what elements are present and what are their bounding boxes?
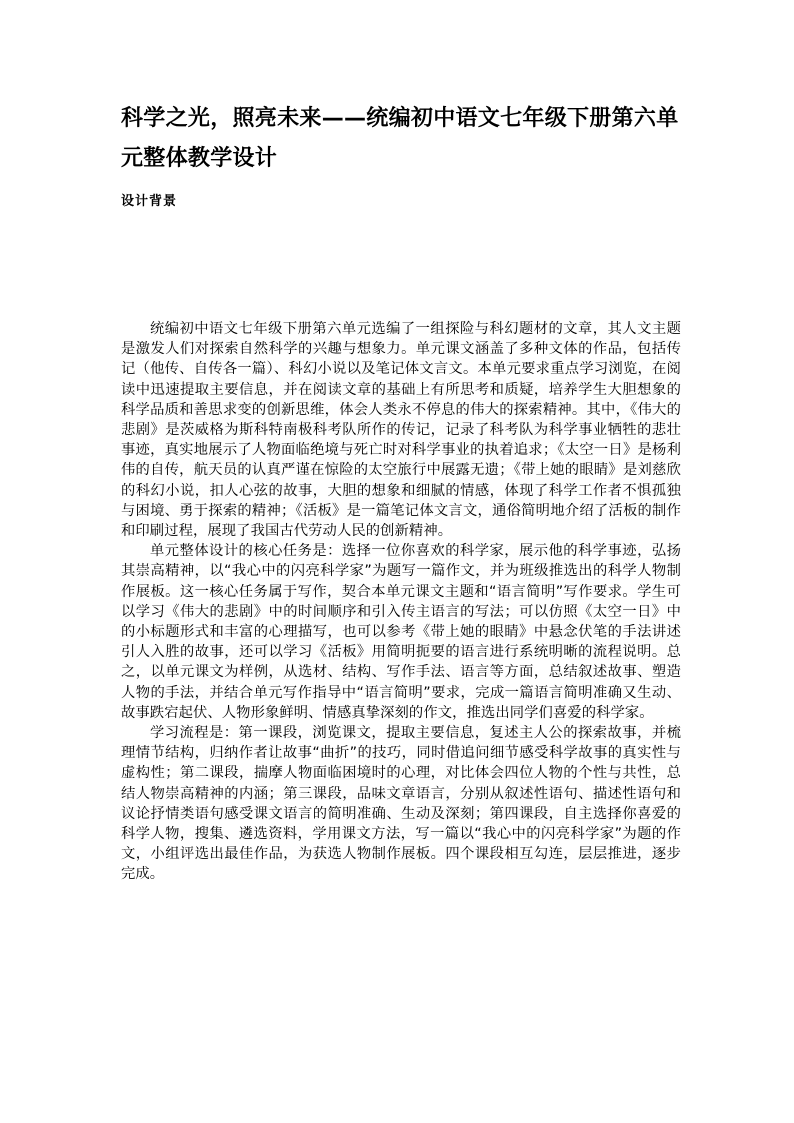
document-title: 科学之光，照亮未来——统编初中语文七年级下册第六单元整体教学设计 [121, 106, 679, 171]
paragraph-2: 单元整体设计的核心任务是：选择一位你喜欢的科学家，展示他的科学事迹，弘扬其崇高精神，以“我心中的闪亮科学家”为题写一篇作文，并为班级推选出的科学人物制作展板。这一核心任务属于写作，契合本单元课文主题和“语言简明”写作要求。学生可以学习《伟大的悲剧》中的时间顺序和引入传主语言的写法；可以仿照《太空一日》中的小标题形式和丰富的心理描写，也可以参考《带上她的眼睛》中悬念伏笔的手法讲述引人入胜的故事，还可以学习《活板》用简明扼要的语言进行系统明晰的流程说明。总之，以单元课文为样例，从选材、结构、写作手法、语言等方面，总结叙述故事、塑造人物的手法，并结合单元写作指导中“语言简明”要求，完成一篇语言简明准确又生动、故事跌宕起伏、人物形象鲜明、情感真挚深刻的作文，推选出同学们喜爱的科学家。 [121, 543, 681, 721]
paragraph-1: 统编初中语文七年级下册第六单元选编了一组探险与科幻题材的文章，其人文主题是激发人们对探索自然科学的兴趣与想象力。单元课文涵盖了多种文体的作品，包括传记（他传、自传各一篇）、科幻小说以及笔记体文言文。本单元要求重点学习浏览，在阅读中迅速提取主要信息，并在阅读文章的基础上有所思考和质疑，培养学生大胆想象的科学品质和善思求变的创新思维，体会人类永不停息的伟大的探索精神。其中，《伟大的悲剧》是茨威格为斯科特南极科考队所作的传记，记录了科考队为科学事业牺牲的悲壮事迹，真实地展示了人物面临绝境与死亡时对科学事业的执着追求；《太空一日》是杨利伟的自传，航天员的认真严谨在惊险的太空旅行中展露无遗；《带上她的眼睛》是刘慈欣的科幻小说，扣人心弦的故事，大胆的想象和细腻的情感，体现了科学工作者不惧孤独与困境、勇于探索的精神；《活板》是一篇笔记体文言文，通俗简明地介绍了活板的制作和印刷过程，展现了我国古代劳动人民的创新精神。 [121, 321, 681, 540]
body-text [121, 319, 681, 885]
section-heading: 设计背景 [121, 194, 178, 209]
paragraph-3: 学习流程是：第一课段，浏览课文，提取主要信息，复述主人公的探索故事，并梳理情节结构，归纳作者让故事“曲折”的技巧，同时借追问细节感受科学故事的真实性与虚构性；第二课段，揣摩人物面临困境时的心理，对比体会四位人物的个性与共性，总结人物崇高精神的内涵；第三课段，品味文章语言，分别从叙述性语句、描述性语句和议论抒情类语句感受课文语言的简明准确、生动及深刻；第四课段，自主选择你喜爱的科学人物，搜集、遴选资料，学用课文方法，写一篇以“我心中的闪亮科学家”为题的作文，小组评选出最佳作品，为获选人物制作展板。四个课段相互勾连，层层推进，逐步完成。 [121, 725, 681, 883]
